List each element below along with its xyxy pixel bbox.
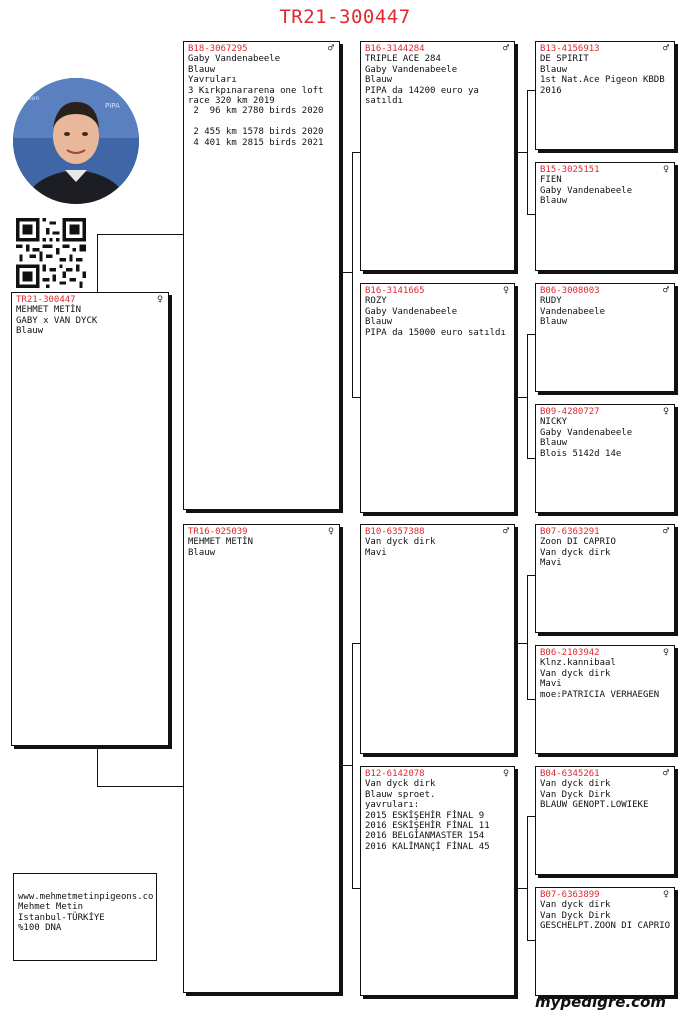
bird-detail-line: moe:PATRICIA VERHAEGEN — [540, 689, 660, 700]
connector — [352, 643, 360, 644]
bird-card-dam-sire[interactable] — [360, 524, 515, 754]
connector — [97, 234, 183, 235]
bird-detail-line: 2 455 km 1578 birds 2020 — [188, 127, 324, 138]
bird-detail-line: Gaby Vandenabeele — [365, 64, 458, 75]
connector — [527, 816, 528, 940]
bird-detail-line: NICKY — [540, 417, 568, 428]
info-line: Istanbul-TÜRKİYE — [18, 912, 105, 923]
bird-detail-line: Mavi — [365, 547, 387, 558]
bird-detail-line: 4 401 km 2815 birds 2021 — [188, 137, 324, 148]
bird-detail-line: BLAUW GENOPT.LOWIEKE — [540, 800, 649, 811]
bird-detail-line: Van Dyck Dirk — [540, 910, 611, 921]
bird-detail-line: Blauw — [540, 317, 568, 328]
ring-number: B07-6363899 — [540, 890, 600, 900]
ring-number: B12-6142078 — [365, 769, 425, 779]
bird-detail-line: Gaby Vandenabeele — [540, 427, 633, 438]
ring-number: B10-6357388 — [365, 527, 425, 537]
bird-detail-line: Gaby Vandenabeele — [188, 54, 281, 65]
ring-number: TR21-300447 — [16, 295, 76, 305]
bird-card-dss[interactable] — [535, 524, 675, 633]
bird-detail-line: Van dyck dirk — [540, 900, 611, 911]
bird-detail-line: 2015 ESKİŞEHİR FİNAL 9 — [365, 810, 485, 821]
bird-detail-line: MEHMET METİN — [16, 305, 82, 316]
bird-detail-line: RUDY — [540, 296, 562, 307]
female-icon: ♀ — [327, 526, 334, 537]
bird-detail-line: FIEN — [540, 175, 562, 186]
bird-detail-line: 2 96 km 2780 birds 2020 — [188, 106, 324, 117]
brand-logo[interactable]: mypedigre.com — [534, 993, 666, 1011]
bird-card-sire[interactable] — [183, 41, 340, 510]
bird-detail-line: Mavi — [540, 679, 562, 690]
bird-detail-line: MEHMET METİN — [188, 537, 254, 548]
bird-detail-line: PIPA da 14200 euro ya — [365, 85, 479, 96]
female-icon: ♀ — [662, 889, 669, 900]
bird-detail-line: Gaby Vandenabeele — [540, 185, 633, 196]
bird-detail-line: Blauw — [540, 64, 568, 75]
ring-number: B18-3067295 — [188, 44, 248, 54]
male-icon: ♂ — [327, 43, 334, 54]
bird-detail-line: DE SPIRIT — [540, 54, 589, 65]
bird-card-sdd[interactable] — [535, 404, 675, 513]
bird-detail-line: 3 Kırkpınararena one loft — [188, 85, 324, 96]
connector — [352, 152, 360, 153]
bird-detail-line: 1st Nat.Ace Pigeon KBDB — [540, 75, 665, 86]
breeder-info — [13, 873, 157, 961]
pedigree-title: TR21-300447 — [279, 6, 411, 28]
ring-number: B04-6345261 — [540, 769, 600, 779]
bird-detail-line: satıldı — [365, 96, 403, 107]
connector — [527, 334, 535, 335]
bird-card-dsd[interactable] — [535, 645, 675, 754]
ring-number: B16-3141665 — [365, 286, 425, 296]
bird-card-sss[interactable] — [535, 41, 675, 150]
connector — [527, 699, 535, 700]
bird-detail-line: TRIPLE ACE 284 — [365, 54, 441, 65]
connector — [527, 90, 535, 91]
bird-detail-line: Blauw — [16, 326, 44, 337]
connector — [515, 397, 527, 398]
bird-card-sds[interactable] — [535, 283, 675, 392]
info-line: %100 DNA — [18, 923, 62, 934]
bird-detail-line: 2016 ESKİŞEHİR FİNAL 11 — [365, 821, 490, 832]
connector — [527, 575, 528, 699]
connector — [352, 152, 353, 397]
bird-detail-line: Vandenabeele — [540, 306, 606, 317]
ring-number: TR16-025039 — [188, 527, 248, 537]
bird-detail-line: race 320 km 2019 — [188, 96, 275, 107]
female-icon: ♀ — [662, 406, 669, 417]
bird-detail-line: Blauw — [540, 438, 568, 449]
bird-detail-line: 2016 BELGİANMASTER 154 — [365, 831, 485, 842]
male-icon: ♂ — [662, 43, 669, 54]
bird-card-ssd[interactable] — [535, 162, 675, 271]
bird-detail-line: GABY x VAN DYCK — [16, 315, 98, 326]
bird-detail-line: Blauw sproet. — [365, 789, 436, 800]
bird-detail-line: Van dyck dirk — [540, 779, 611, 790]
bird-card-dam[interactable] — [183, 524, 340, 993]
bird-detail-line: Zoon DI CAPRIO — [540, 537, 616, 548]
connector — [527, 90, 528, 214]
female-icon: ♀ — [662, 164, 669, 175]
connector — [527, 458, 535, 459]
connector — [515, 152, 527, 153]
ring-number: B06-3008003 — [540, 286, 600, 296]
bird-detail-line: PIPA da 15000 euro satıldı — [365, 327, 506, 338]
bird-detail-line: yavruları: — [365, 800, 420, 811]
male-icon: ♂ — [662, 768, 669, 779]
bird-card-subject[interactable] — [11, 292, 169, 746]
bird-detail-line: Van dyck dirk — [540, 547, 611, 558]
connector — [352, 888, 360, 889]
female-icon: ♀ — [662, 647, 669, 658]
connector — [352, 643, 353, 888]
ring-number: B15-3025151 — [540, 165, 600, 175]
bird-detail-line: Klnz.kannibaal — [540, 658, 616, 669]
info-line: Mehmet Metin — [18, 902, 84, 913]
bird-detail-line — [188, 117, 335, 127]
owner-photo — [13, 78, 139, 204]
bird-detail-line: Blauw — [188, 64, 216, 75]
male-icon: ♂ — [662, 526, 669, 537]
bird-detail-line: Van dyck dirk — [365, 537, 436, 548]
connector — [527, 816, 535, 817]
connector — [515, 888, 527, 889]
male-icon: ♂ — [502, 43, 509, 54]
connector — [527, 334, 528, 458]
bird-card-dds[interactable] — [535, 766, 675, 875]
qr-code[interactable] — [16, 218, 86, 288]
ring-number: B13-4156913 — [540, 44, 600, 54]
bird-detail-line: Blauw — [188, 547, 216, 558]
bird-detail-line: Blauw — [540, 196, 568, 207]
ring-number: B06-2103942 — [540, 648, 600, 658]
bird-detail-line: Blauw — [365, 75, 393, 86]
connector — [97, 786, 183, 787]
female-icon: ♀ — [156, 294, 163, 305]
connector — [527, 214, 535, 215]
connector — [97, 746, 98, 786]
ring-number: B16-3144284 — [365, 44, 425, 54]
ring-number: B07-6363291 — [540, 527, 600, 537]
bird-detail-line: ROZY — [365, 296, 387, 307]
bird-detail-line: Yavruları — [188, 75, 237, 86]
info-line[interactable]: www.mehmetmetinpigeons.co — [18, 892, 154, 902]
bird-card-dam-dam[interactable] — [360, 766, 515, 996]
male-icon: ♂ — [502, 526, 509, 537]
connector — [527, 575, 535, 576]
female-icon: ♀ — [502, 768, 509, 779]
bird-detail-line: Blauw — [365, 317, 393, 328]
bird-card-sire-dam[interactable] — [360, 283, 515, 513]
connector — [97, 234, 98, 292]
bird-detail-line: Mavi — [540, 558, 562, 569]
bird-detail-line: GESCHELPT.ZOON DI CAPRIO — [540, 921, 671, 932]
connector — [352, 397, 360, 398]
svg-text:PIPA: PIPA — [105, 102, 120, 110]
connector — [340, 272, 352, 273]
female-icon: ♀ — [502, 285, 509, 296]
bird-detail-line: Gaby Vandenabeele — [365, 306, 458, 317]
bird-card-sire-sire[interactable] — [360, 41, 515, 271]
bird-detail-line: Blois 5142d 14e — [540, 448, 622, 459]
ring-number: B09-4280727 — [540, 407, 600, 417]
male-icon: ♂ — [662, 285, 669, 296]
bird-detail-line: 2016 KALİMANÇİ FİNAL 45 — [365, 841, 490, 852]
bird-detail-line: Van Dyck Dirk — [540, 789, 611, 800]
bird-card-ddd[interactable] — [535, 887, 675, 996]
bird-detail-line: 2016 — [540, 85, 562, 96]
connector — [527, 940, 535, 941]
svg-text:Pigeon: Pigeon — [19, 95, 40, 102]
bird-detail-line: Van dyck dirk — [365, 779, 436, 790]
connector — [340, 765, 352, 766]
connector — [515, 643, 527, 644]
bird-detail-line: Van dyck dirk — [540, 668, 611, 679]
